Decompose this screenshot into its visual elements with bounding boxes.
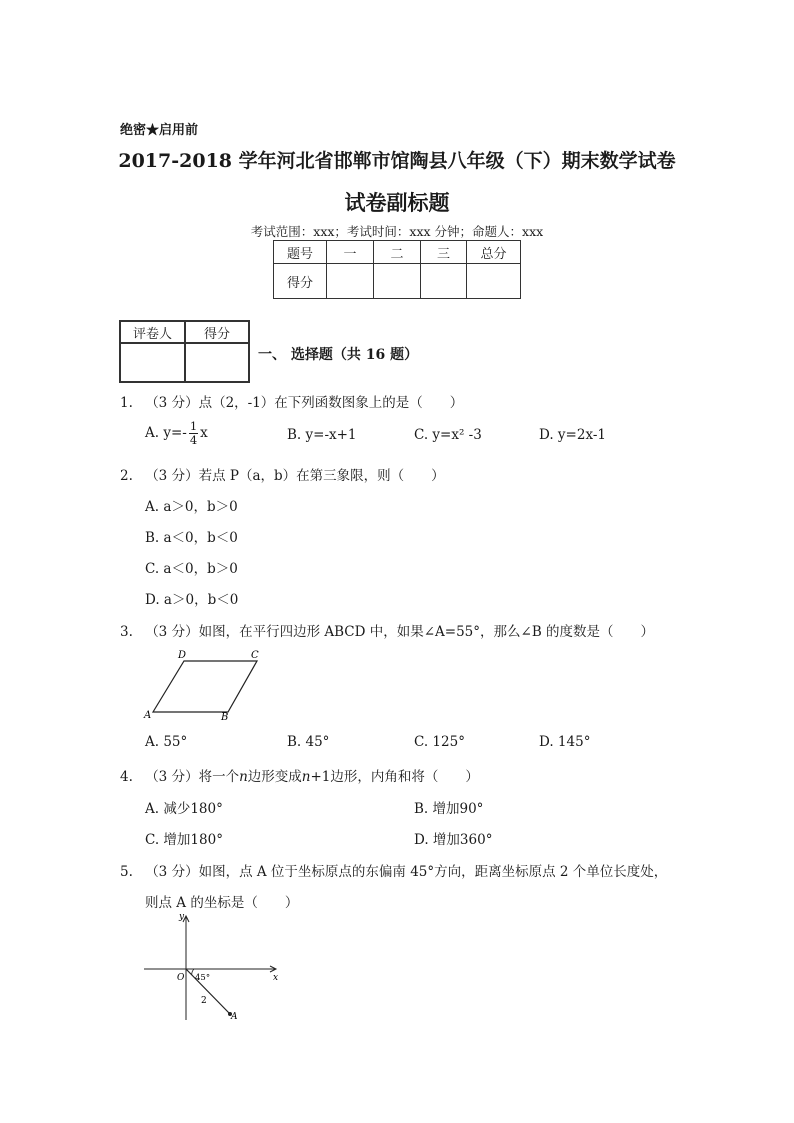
option-a[interactable]: A. 55° xyxy=(145,734,188,750)
option-d[interactable]: D. 增加360° xyxy=(414,832,493,848)
option-d[interactable]: D. y=2x-1 xyxy=(539,427,606,443)
fraction xyxy=(189,420,198,447)
fraction-numerator: 1 xyxy=(189,419,198,433)
question-stem-part: 边形变成 xyxy=(247,769,302,785)
question-number: 1. xyxy=(120,395,133,411)
question-number: 3. xyxy=(120,624,133,640)
score-row-label: 得分 xyxy=(274,264,327,299)
question-stem-part: （3 分）将一个 xyxy=(145,769,240,785)
question-1 xyxy=(120,391,463,411)
score-header-cell: 总分 xyxy=(467,241,521,264)
vertex-label-b: B xyxy=(221,712,229,723)
option-d[interactable]: D. a＞0，b＜0 xyxy=(145,592,239,608)
angle-arc xyxy=(192,969,194,975)
origin-label: O xyxy=(177,973,185,983)
exam-subtitle: 试卷副标题 xyxy=(344,190,450,215)
option-c[interactable]: C. 增加180° xyxy=(145,832,223,848)
question-stem: （3 分）若点 P（a，b）在第三象限，则（ ） xyxy=(145,468,445,484)
exam-title: 2017-2018 学年河北省邯郸市馆陶县八年级（下）期末数学试卷 xyxy=(118,150,676,172)
question-3 xyxy=(120,620,654,640)
grader-cell[interactable] xyxy=(120,343,185,382)
grader-table xyxy=(119,320,250,383)
vertex-label-a: A xyxy=(144,710,152,721)
point-a-label: A xyxy=(231,1012,238,1022)
question-stem-part: +1边形，内角和将（ ） xyxy=(310,769,479,785)
question-number: 4. xyxy=(120,769,133,785)
option-d[interactable]: D. 145° xyxy=(539,734,591,750)
angle-label: 45° xyxy=(195,973,211,983)
score-cell[interactable] xyxy=(421,264,467,299)
grader-cell[interactable] xyxy=(185,343,249,382)
y-axis-label: y xyxy=(179,912,185,922)
parallelogram-figure xyxy=(140,645,270,725)
option-b[interactable]: B. y=-x+1 xyxy=(287,427,357,443)
question-5 xyxy=(120,860,667,880)
grader-header-cell: 评卷人 xyxy=(120,321,185,343)
section-title: 一、 选择题（共 16 题） xyxy=(258,347,419,363)
option-b[interactable]: B. 增加90° xyxy=(414,801,484,817)
question-stem: （3 分）如图，点 A 位于坐标原点的东偏南 45°方向，距离坐标原点 2 个单位长度处， xyxy=(145,864,668,880)
vertex-label-d: D xyxy=(178,650,187,661)
vertex-label-c: C xyxy=(251,650,259,661)
coordinate-figure xyxy=(138,908,288,1026)
option-b[interactable]: B. 45° xyxy=(287,734,330,750)
score-cell[interactable] xyxy=(374,264,421,299)
question-4 xyxy=(120,765,479,785)
length-label: 2 xyxy=(201,996,207,1006)
score-header-cell: 三 xyxy=(421,241,467,264)
question-stem: （3 分）点（2，-1）在下列函数图象上的是（ ） xyxy=(145,395,464,411)
score-header-cell: 题号 xyxy=(274,241,327,264)
x-axis-label: x xyxy=(273,973,279,983)
question-number: 2. xyxy=(120,468,133,484)
option-a-prefix: A. y=- xyxy=(145,425,187,441)
variable-n: n xyxy=(301,769,311,785)
exam-info: 考试范围：xxx；考试时间：xxx 分钟；命题人：xxx xyxy=(250,224,544,239)
parallelogram-shape xyxy=(153,661,257,712)
option-c[interactable]: C. a＜0，b＞0 xyxy=(145,561,238,577)
option-a[interactable]: A. 减少180° xyxy=(145,801,223,817)
question-stem-line2: 则点 A 的坐标是（ ） xyxy=(145,895,299,911)
option-a[interactable] xyxy=(145,420,208,447)
secret-label: 绝密★启用前 xyxy=(120,123,199,138)
score-cell[interactable] xyxy=(467,264,521,299)
option-c[interactable]: C. y=x² -3 xyxy=(414,427,482,443)
option-a-suffix: x xyxy=(200,425,208,441)
option-a[interactable]: A. a＞0，b＞0 xyxy=(145,499,238,515)
score-header-cell: 二 xyxy=(374,241,421,264)
fraction-denominator: 4 xyxy=(189,433,198,447)
variable-n: n xyxy=(239,769,248,785)
grader-header-cell: 得分 xyxy=(185,321,249,343)
question-number: 5. xyxy=(120,864,133,880)
question-2 xyxy=(120,464,445,484)
score-cell[interactable] xyxy=(327,264,374,299)
score-table xyxy=(273,240,521,299)
score-header-cell: 一 xyxy=(327,241,374,264)
option-c[interactable]: C. 125° xyxy=(414,734,465,750)
option-b[interactable]: B. a＜0，b＜0 xyxy=(145,530,238,546)
question-stem: （3 分）如图，在平行四边形 ABCD 中，如果∠A=55°，那么∠B 的度数是（ ） xyxy=(145,624,655,640)
